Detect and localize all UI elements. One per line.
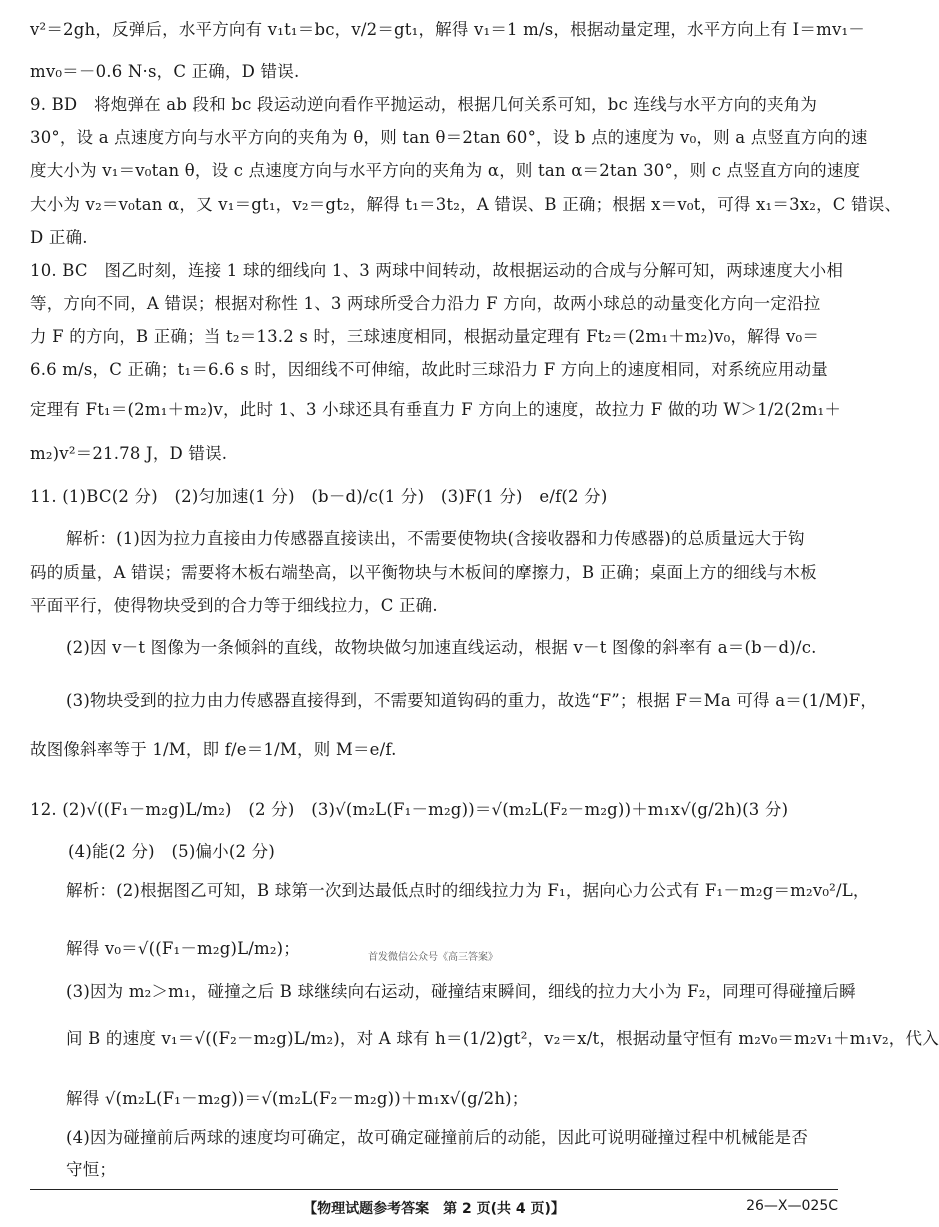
text-line: 力 F 的方向，B 正确；当 t₂＝13.2 s 时，三球速度相同，根据动量定理有 Ft₂＝(2m₁＋m₂)v₀，解得 v₀＝ — [30, 327, 820, 346]
text-line: 等，方向不同，A 错误；根据对称性 1、3 两球所受合力沿力 F 方向，故两小球总的动量变化方向一定沿拉 — [30, 294, 821, 313]
text-line: (3)因为 m₂＞m₁，碰撞之后 B 球继续向右运动，碰撞结束瞬间，细线的拉力大小为 F₂，同理可得碰撞后瞬 — [66, 982, 856, 1001]
text-line: 码的质量，A 错误；需要将木板右端垫高，以平衡物块与木板间的摩擦力，B 正确；桌面上方的细线与木板 — [30, 563, 817, 582]
text-line: 度大小为 v₁＝v₀tan θ，设 c 点速度方向与水平方向的夹角为 α，则 tan α＝2tan 30°，则 c 点竖直方向的速度 — [30, 161, 861, 180]
text-line: 定理有 Ft₁＝(2m₁＋m₂)v，此时 1、3 小球还具有垂直力 F 方向上的速度，故拉力 F 做的功 W＞1/2(2m₁＋ — [30, 400, 842, 419]
text-line: 故图像斜率等于 1/M，即 f/e＝1/M，则 M＝e/f. — [30, 740, 397, 759]
question-11-answer: 11. (1)BC(2 分) (2)匀加速(1 分) (b－d)/c(1 分) (3)F(1 分) e/f(2 分) — [30, 487, 608, 506]
text-line: 间 B 的速度 v₁＝√((F₂－m₂g)L/m₂)，对 A 球有 h＝(1/2)gt²，v₂＝x/t，根据动量守恒有 m₂v₀＝m₂v₁＋m₁v₂，代入 — [66, 1029, 939, 1048]
text-line: (2)因 v－t 图像为一条倾斜的直线，故物块做匀加速直线运动，根据 v－t 图像的斜率有 a＝(b－d)/c. — [66, 638, 817, 657]
text-line: m₂)v²＝21.78 J，D 错误. — [30, 444, 228, 463]
text-line: D 正确. — [30, 228, 88, 247]
footer-code: 26—X—025C — [746, 1198, 838, 1214]
watermark: 首发微信公众号《高三答案》 — [368, 952, 498, 963]
text-line: 6.6 m/s，C 正确；t₁＝6.6 s 时，因细线不可伸缩，故此时三球沿力 F 方向上的速度相同，对系统应用动量 — [30, 360, 829, 379]
text-line: 30°，设 a 点速度方向与水平方向的夹角为 θ，则 tan θ＝2tan 60°，设 b 点的速度为 v₀，则 a 点竖直方向的速 — [30, 128, 868, 147]
question-9-answer: 9. BD 将炮弹在 ab 段和 bc 段运动逆向看作平抛运动，根据几何关系可知，bc 连线与水平方向的夹角为 — [30, 95, 818, 114]
text-line: (3)物块受到的拉力由力传感器直接得到，不需要知道钩码的重力，故选“F”；根据 F＝Ma 可得 a＝(1/M)F， — [66, 691, 878, 710]
text-line: 解析：(2)根据图乙可知，B 球第一次到达最低点时的细线拉力为 F₁，据向心力公式有 F₁－m₂g＝m₂v₀²/L， — [66, 881, 870, 900]
footer-divider — [30, 1189, 838, 1190]
text-line: 解析：(1)因为拉力直接由力传感器直接读出，不需要使物块(含接收器和力传感器)的总质量远大于钩 — [66, 529, 805, 548]
text-line: 解得 √(m₂L(F₁－m₂g))＝√(m₂L(F₂－m₂g))＋m₁x√(g/2h)； — [66, 1089, 529, 1108]
footer-title: 【物理试题参考答案 第 2 页(共 4 页)】 — [303, 1201, 565, 1217]
text-line: 守恒； — [66, 1160, 117, 1179]
question-10-answer: 10. BC 图乙时刻，连接 1 球的细线向 1、3 两球中间转动，故根据运动的合成与分解可知，两球速度大小相 — [30, 261, 844, 280]
text-line: mv₀＝－0.6 N·s，C 正确，D 错误. — [30, 62, 300, 81]
question-12-answer: 12. (2)√((F₁－m₂g)L/m₂) (2 分) (3)√(m₂L(F₁－m₂g))＝√(m₂L(F₂－m₂g))＋m₁x√(g/2h)(3 分) — [30, 800, 789, 819]
text-line: 解得 v₀＝√((F₁－m₂g)L/m₂)； — [66, 939, 301, 958]
text-line: (4)因为碰撞前后两球的速度均可确定，故可确定碰撞前后的动能，因此可说明碰撞过程中机械能是否 — [66, 1128, 809, 1147]
text-line: (4)能(2 分) (5)偏小(2 分) — [68, 842, 275, 861]
text-line: v²＝2gh，反弹后，水平方向有 v₁t₁＝bc，v/2＝gt₁，解得 v₁＝1 m/s，根据动量定理，水平方向上有 I＝mv₁－ — [30, 20, 865, 39]
text-line: 平面平行，使得物块受到的合力等于细线拉力，C 正确. — [30, 596, 438, 615]
text-line: 大小为 v₂＝v₀tan α，又 v₁＝gt₁，v₂＝gt₂，解得 t₁＝3t₂，A 错误、B 正确；根据 x＝v₀t，可得 x₁＝3x₂，C 错误、 — [30, 195, 902, 214]
